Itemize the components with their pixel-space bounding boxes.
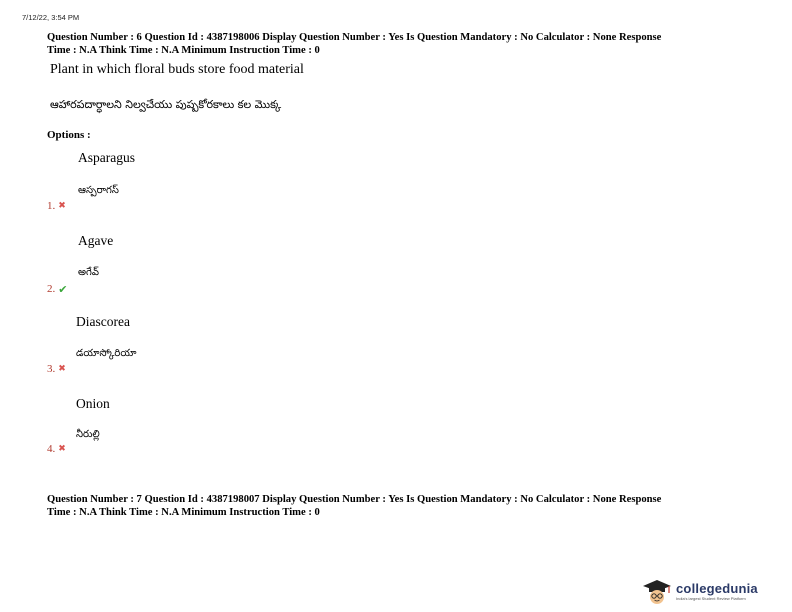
option-2-number: 2. xyxy=(47,283,56,295)
logo-text xyxy=(676,582,758,601)
cross-icon: ✖ xyxy=(58,363,66,374)
question-7-header-line-1: Question Number : 7 Question Id : 4387198007 Display Question Number : Yes Is Question Mandatory : No Calculator : None Response xyxy=(47,494,662,505)
logo-tagline: India's largest Student Review Platform xyxy=(676,595,746,601)
option-3-marker xyxy=(47,363,66,375)
question-6-text-english: Plant in which floral buds store food material xyxy=(50,62,304,77)
option-4-marker xyxy=(47,443,66,455)
option-1-marker xyxy=(47,200,66,212)
check-icon: ✔ xyxy=(58,282,68,296)
collegedunia-logo xyxy=(642,578,758,604)
option-1-telugu: ఆస్పరాగస్ xyxy=(78,185,119,196)
option-3-english: Diascorea xyxy=(76,314,130,329)
question-7-header-line-2: Time : N.A Think Time : N.A Minimum Instruction Time : 0 xyxy=(47,507,320,518)
question-6-header-line-2: Time : N.A Think Time : N.A Minimum Instruction Time : 0 xyxy=(47,45,320,56)
cross-icon: ✖ xyxy=(58,200,66,211)
graduate-mascot-icon xyxy=(642,578,672,604)
option-2-english: Agave xyxy=(78,233,114,248)
option-4-telugu: నీరుల్లి xyxy=(76,429,100,440)
question-6-text-telugu: ఆహారపదార్ధాలని నిల్వచేయు పుష్పకోరకాలు కల మొక్క xyxy=(50,98,282,111)
option-1-english: Asparagus xyxy=(78,150,135,165)
option-4-number: 4. xyxy=(47,443,56,455)
question-6-header xyxy=(47,31,767,57)
cross-icon: ✖ xyxy=(58,443,66,454)
option-1-number: 1. xyxy=(47,200,56,212)
question-7-header xyxy=(47,493,767,519)
option-3-number: 3. xyxy=(47,363,56,375)
option-2-telugu: అగేవ్ xyxy=(78,267,99,278)
option-3-telugu: డయాస్కోరియా xyxy=(76,348,137,359)
print-timestamp: 7/12/22, 3:54 PM xyxy=(22,13,80,22)
option-4-english: Onion xyxy=(76,396,110,411)
question-6-header-line-1: Question Number : 6 Question Id : 4387198006 Display Question Number : Yes Is Question Mandatory : No Calculator : None Response xyxy=(47,32,662,43)
option-2-marker xyxy=(47,283,67,295)
logo-name: collegedunia xyxy=(676,580,758,596)
options-label: Options : xyxy=(47,129,91,141)
